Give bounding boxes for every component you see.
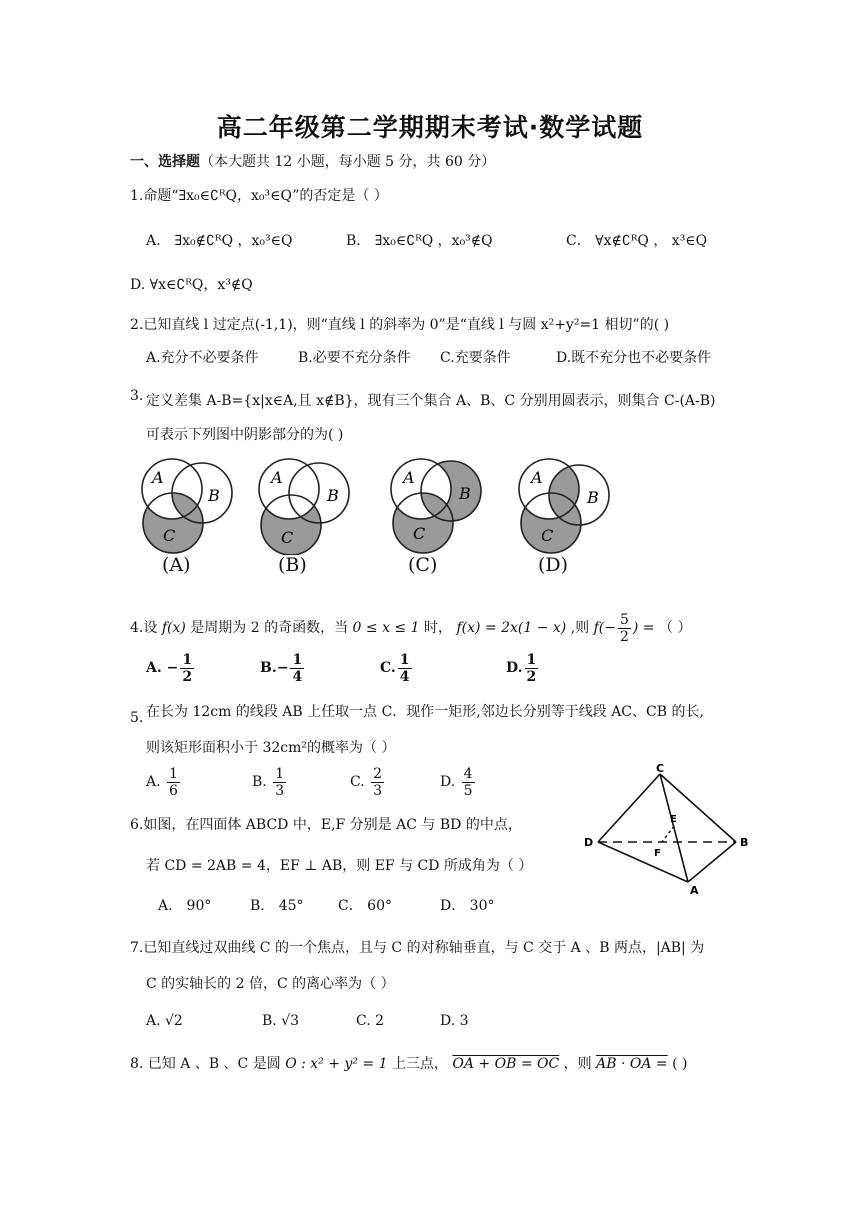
q4-ask: f(−	[593, 620, 616, 636]
q4-option-a-label: A.	[146, 660, 162, 676]
venn-d-label-c: C	[541, 526, 554, 545]
q4-option-b-numerator: 1	[292, 651, 303, 668]
q5-option-d-denominator: 5	[463, 782, 473, 799]
q6-option-d: D． 30°	[440, 898, 495, 914]
q4-paren: （ ）	[659, 620, 692, 636]
venn-c-label-a: A	[403, 468, 415, 487]
q4-stem-part3: 时，	[423, 620, 452, 636]
q5-option-b-numerator: 1	[275, 765, 285, 782]
venn-diagram-c	[383, 455, 493, 585]
tetra-label-e: E	[670, 814, 677, 825]
tetra-label-b: B	[740, 836, 749, 849]
q4-option-a-denominator: 2	[182, 668, 193, 685]
q4-option-b-fraction	[290, 652, 304, 685]
q4-option-a-fraction	[180, 652, 194, 685]
q5-option-c-denominator: 3	[373, 782, 383, 799]
q1-option-a: A． ∃x₀∉∁ᴿQ ，x₀³∈Q	[146, 233, 293, 249]
q8-vector-equation: OA + OB = OC	[452, 1056, 560, 1072]
q5-stem-line1: 在长为 12cm 的线段 AB 上任取一点 C．现作一矩形,邻边长分别等于线段 AC、CB 的长,	[146, 704, 704, 720]
q4-condition: 0 ≤ x ≤ 1	[352, 620, 420, 636]
q2-stem: 2.已知直线 l 过定点(-1,1)，则“直线 l 的斜率为 0”是“直线 l 与圆 x²+y²=1 相切”的( )	[130, 317, 670, 333]
q4-stem	[130, 610, 691, 646]
q5-option-d-label: D.	[440, 774, 456, 790]
q4-option-a	[146, 650, 196, 686]
q1-stem: 1.命题“∃x₀∈∁ᴿQ，x₀³∈Q”的否定是（ ）	[130, 188, 388, 204]
venn-a-label-b: B	[208, 486, 220, 505]
q5-option-a-numerator: 1	[169, 765, 178, 782]
venn-caption-d: (D)	[538, 554, 569, 576]
q5-option-b	[252, 762, 288, 802]
q7-option-c: C. 2	[356, 1013, 385, 1029]
venn-a-label-a: A	[152, 468, 164, 487]
q7-option-b: B. √3	[262, 1013, 300, 1029]
venn-diagram-b	[255, 455, 365, 585]
q4-option-b-label: B.	[260, 660, 277, 676]
q8-stem-part2: 上三点，	[391, 1056, 448, 1072]
q7-stem-line1: 7.已知直线过双曲线 C 的一个焦点，且与 C 的对称轴垂直，与 C 交于 A 、B 两点，|AB| 为	[130, 940, 705, 956]
q5-option-a-fraction	[167, 766, 180, 799]
q5-option-d-numerator: 4	[463, 765, 473, 782]
q8-paren: ( )	[672, 1056, 688, 1072]
q5-option-a-label: A.	[146, 774, 161, 790]
venn-caption-b: (B)	[278, 554, 307, 576]
q8-circle-equation: O : x² + y² = 1	[285, 1056, 388, 1072]
q4-option-c-denominator: 4	[399, 668, 410, 685]
section-title: 一、选择题	[130, 154, 200, 170]
q6-stem-line1: 6.如图，在四面体 ABCD 中，E,F 分别是 AC 与 BD 的中点，	[130, 817, 522, 833]
q4-option-a-numerator: 1	[182, 651, 193, 668]
q4-stem-part1: 4.设	[130, 620, 158, 636]
q1-option-d: D. ∀x∈∁ᴿQ，x³∉Q	[130, 277, 253, 293]
q7-option-a: A. √2	[146, 1013, 183, 1029]
q4-option-c-fraction	[398, 652, 412, 685]
page-title: 高二年级第二学期期末考试·数学试题	[216, 113, 644, 142]
q6-option-c: C． 60°	[338, 898, 392, 914]
q7-stem-line2: C 的实轴长的 2 倍，C 的离心率为（ ）	[146, 976, 395, 992]
tetra-label-f: F	[654, 848, 661, 859]
q2-option-a: A.充分不必要条件	[146, 350, 259, 366]
q8-stem-part1: 已知 A 、B 、C 是圆	[147, 1056, 281, 1072]
tetra-label-c: C	[656, 762, 665, 775]
venn-caption-a: (A)	[162, 554, 191, 576]
q4-option-d-fraction	[525, 652, 539, 685]
q8-stem	[130, 1054, 687, 1074]
q7-option-d: D. 3	[440, 1013, 469, 1029]
q5-option-c-fraction	[371, 766, 384, 799]
q5-option-d	[440, 762, 477, 802]
q4-option-c	[380, 650, 414, 686]
q4-option-d-numerator: 1	[526, 651, 537, 668]
q4-option-d	[506, 650, 540, 686]
q4-stem-part4: ,则	[570, 620, 590, 636]
q6-option-a: A． 90°	[158, 898, 212, 914]
q8-ask: AB · OA =	[596, 1056, 668, 1072]
section-heading	[130, 152, 495, 172]
q4-option-d-denominator: 2	[526, 668, 537, 685]
section-note: （本大题共 12 小题，每小题 5 分，共 60 分）	[200, 154, 496, 170]
q6-option-b: B． 45°	[250, 898, 304, 914]
q3-stem-line1: 定义差集 A-B={x|x∈A,且 x∉B}，现有三个集合 A、B、C 分别用圆表示，则集合 C-(A-B)	[146, 393, 716, 409]
q4-ask-end: ) =	[632, 620, 655, 636]
venn-a-label-c: C	[163, 526, 176, 545]
venn-c-label-c: C	[413, 524, 426, 543]
q1-option-b: B． ∃x₀∈∁ᴿQ ，x₀³∉Q	[346, 233, 493, 249]
q4-option-c-label: C.	[380, 660, 396, 676]
q4-option-b-denominator: 4	[292, 668, 303, 685]
q2-option-b: B.必要不充分条件	[298, 350, 411, 366]
q4-ask-fraction	[618, 612, 631, 645]
q4-ask-numerator: 5	[619, 611, 629, 628]
q2-option-d: D.既不充分也不必要条件	[556, 350, 712, 366]
venn-caption-c: (C)	[408, 554, 438, 576]
q1-option-c: C． ∀x∉∁ᴿQ ， x³∈Q	[566, 233, 708, 249]
q5-option-d-fraction	[462, 766, 475, 799]
q4-fx: f(x)	[161, 620, 186, 636]
venn-b-label-a: A	[271, 468, 283, 487]
q4-ask-denominator: 2	[619, 628, 629, 645]
venn-d-label-b: B	[587, 488, 599, 507]
q5-stem-line2: 则该矩形面积小于 32cm²的概率为（ ）	[146, 740, 396, 756]
q5-option-a	[146, 762, 182, 802]
q3-stem-line2: 可表示下列图中阴影部分的为( )	[146, 427, 344, 443]
tetrahedron-figure	[578, 760, 758, 900]
q4-option-c-numerator: 1	[399, 651, 410, 668]
venn-d-label-a: A	[531, 468, 543, 487]
q4-option-d-label: D.	[506, 660, 523, 676]
venn-b-label-b: B	[327, 486, 339, 505]
tetra-label-a: A	[690, 884, 699, 897]
q5-option-c-label: C.	[350, 774, 365, 790]
q4-stem-part2: 是周期为 2 的奇函数，当	[190, 620, 349, 636]
q8-stem-part3: ，则	[563, 1056, 592, 1072]
venn-c-label-b: B	[459, 484, 471, 503]
q5-number: 5.	[130, 710, 144, 726]
q4-definition: f(x) = 2x(1 − x)	[456, 620, 567, 636]
q5-option-b-fraction	[273, 766, 286, 799]
venn-b-label-c: C	[281, 528, 294, 547]
q4-option-b-sign: −	[276, 660, 289, 676]
q6-stem-line2: 若 CD = 2AB = 4，EF ⊥ AB，则 EF 与 CD 所成角为（ ）	[146, 858, 533, 874]
q2-option-c: C.充要条件	[440, 350, 511, 366]
q8-number: 8.	[130, 1056, 144, 1072]
q3-number: 3.	[130, 388, 144, 404]
q5-option-a-denominator: 6	[169, 782, 178, 799]
q4-option-b	[260, 650, 306, 686]
q5-option-c-numerator: 2	[373, 765, 383, 782]
q4-option-a-sign: −	[166, 660, 179, 676]
q5-option-c	[350, 762, 386, 802]
q5-option-b-label: B.	[252, 774, 267, 790]
q5-option-b-denominator: 3	[275, 782, 285, 799]
tetra-label-d: D	[584, 836, 594, 849]
